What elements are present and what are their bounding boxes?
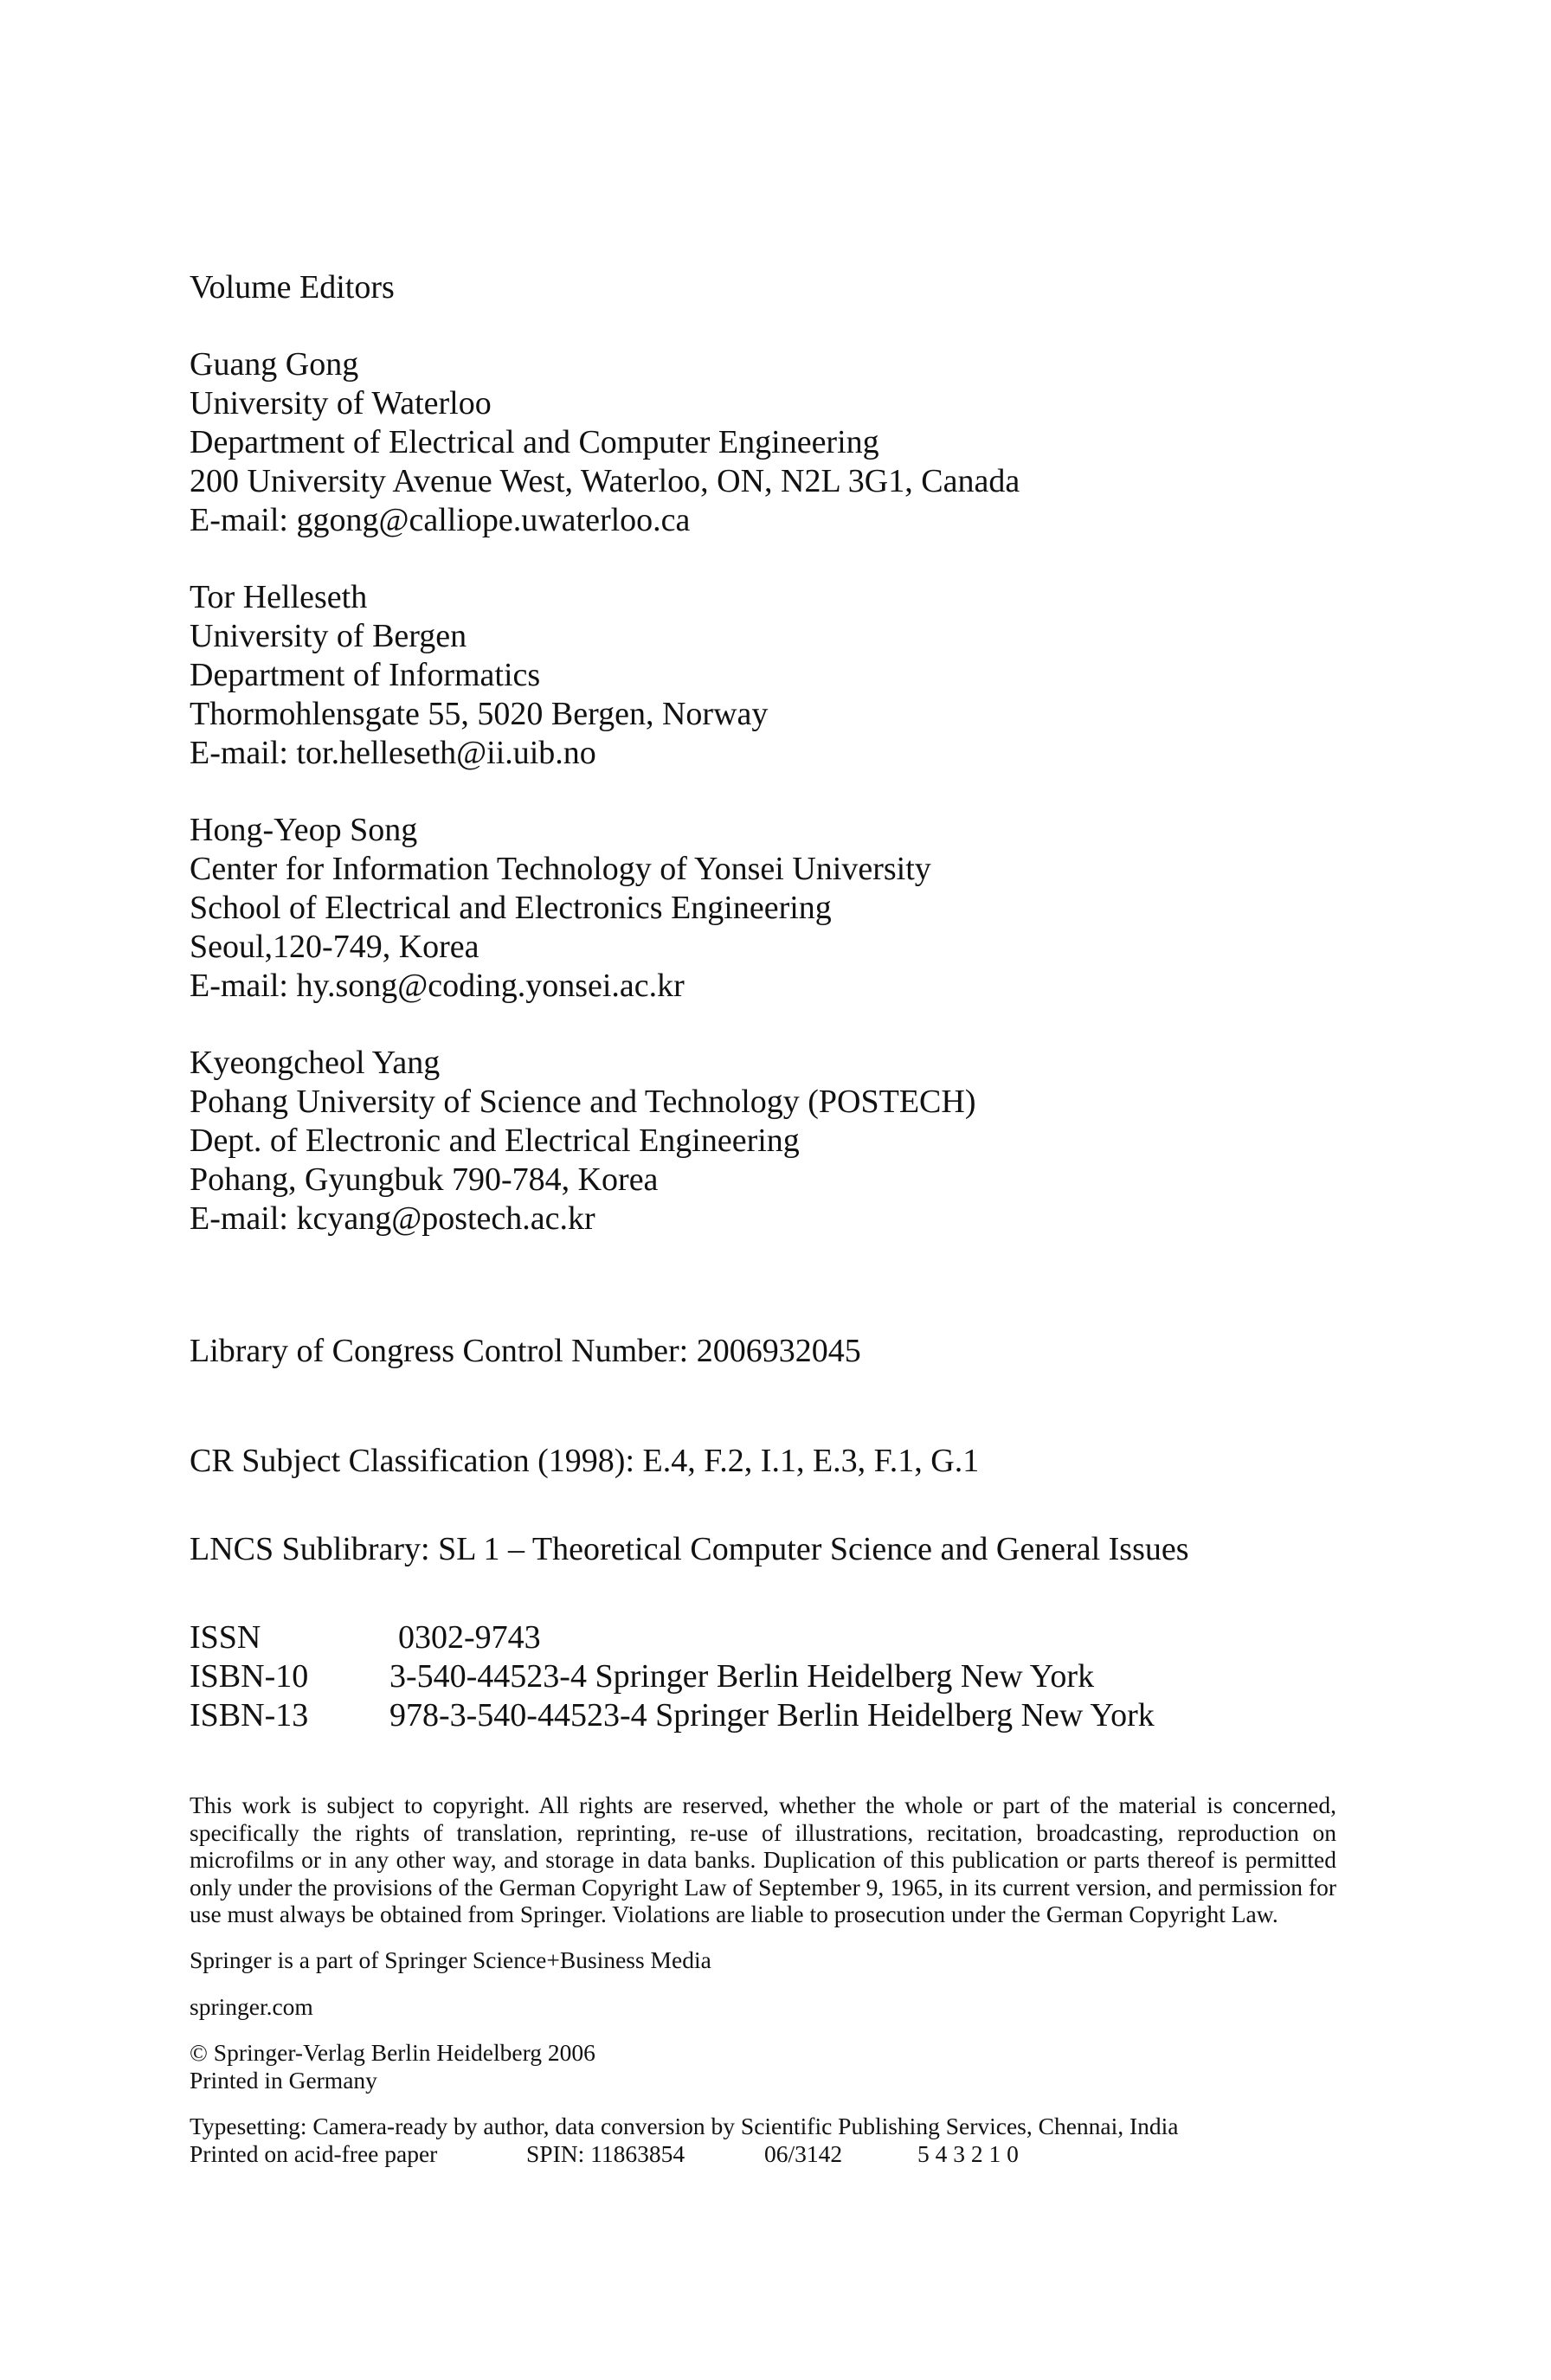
editor-block [190, 811, 1341, 1006]
copyright-line: © Springer-Verlag Berlin Heidelberg 2006 [190, 2039, 595, 2067]
editor-affiliation: University of Waterloo [190, 385, 492, 421]
volume-editors-heading: Volume Editors [190, 269, 395, 306]
editor-department: Department of Informatics [190, 657, 541, 693]
issn-label: ISSN [190, 1619, 261, 1656]
print-info-row [190, 2140, 1341, 2168]
isbn10-label: ISBN-10 [190, 1658, 309, 1695]
issn-value: 0302-9743 [398, 1619, 541, 1656]
isbn10-value: 3-540-44523-4 Springer Berlin Heidelberg New York [389, 1658, 1095, 1695]
editor-email: E-mail: tor.helleseth@ii.uib.no [190, 735, 596, 771]
editor-department: Dept. of Electronic and Electrical Engineering [190, 1122, 800, 1159]
isbn13-label: ISBN-13 [190, 1697, 309, 1734]
lncs-sublibrary-line: LNCS Sublibrary: SL 1 – Theoretical Computer Science and General Issues [190, 1531, 1189, 1567]
copyright-notice: This work is subject to copyright. All rights are reserved, whether the whole or part of the material is concerned, specifically the rights of translation, reprinting, re-use of illustrations, recitation, broadcasting, reproduction on microfilms or in any other way, and storage in data banks. Duplication of this publication or parts thereof is permitted only under the provisions of the German Copyright Law of September 9, 1965, in its current version, and permission for use must always be obtained from Springer. Violations are liable to prosecution under the German Copyright Law. [190, 1791, 1336, 1928]
editor-name: Hong-Yeop Song [190, 812, 418, 848]
identifier-table [190, 1618, 1341, 1735]
print-code: 06/3142 [764, 2139, 843, 2167]
editor-name: Kyeongcheol Yang [190, 1045, 441, 1081]
editor-block [190, 345, 1341, 540]
editor-address: Seoul,120-749, Korea [190, 929, 479, 965]
editor-affiliation: University of Bergen [190, 618, 467, 654]
website-line: springer.com [190, 1992, 313, 2020]
paper-info: Printed on acid-free paper [190, 2139, 438, 2167]
editor-department: Department of Electrical and Computer Engineering [190, 424, 879, 460]
editor-email: E-mail: hy.song@coding.yonsei.ac.kr [190, 968, 685, 1004]
editor-block [190, 1044, 1341, 1238]
editor-name: Tor Helleseth [190, 579, 368, 615]
editor-address: Thormohlensgate 55, 5020 Bergen, Norway [190, 696, 769, 732]
lccn-line: Library of Congress Control Number: 2006932045 [190, 1333, 861, 1369]
editor-department: School of Electrical and Electronics Engineering [190, 890, 832, 926]
cr-subject-line: CR Subject Classification (1998): E.4, F.2, I.1, E.3, F.1, G.1 [190, 1443, 980, 1479]
editor-email: E-mail: kcyang@postech.ac.kr [190, 1200, 595, 1237]
printing-numbers: 5 4 3 2 1 0 [917, 2139, 1019, 2167]
copyright-page [190, 268, 1341, 2168]
editor-affiliation: Center for Information Technology of Yonsei University [190, 851, 931, 887]
typesetting-line: Typesetting: Camera-ready by author, data conversion by Scientific Publishing Services, Chennai, India [190, 2113, 1179, 2140]
editor-address: 200 University Avenue West, Waterloo, ON, N2L 3G1, Canada [190, 463, 1020, 499]
isbn13-row [190, 1696, 1341, 1735]
editor-affiliation: Pohang University of Science and Technology (POSTECH) [190, 1084, 976, 1120]
spin-number: SPIN: 11863854 [526, 2139, 685, 2167]
editor-address: Pohang, Gyungbuk 790-784, Korea [190, 1161, 659, 1198]
editor-email: E-mail: ggong@calliope.uwaterloo.ca [190, 502, 691, 538]
editor-block [190, 578, 1341, 773]
issn-row [190, 1618, 1341, 1657]
springer-part-line: Springer is a part of Springer Science+Business Media [190, 1946, 711, 1973]
isbn10-row [190, 1657, 1341, 1696]
editor-name: Guang Gong [190, 346, 359, 383]
isbn13-value: 978-3-540-44523-4 Springer Berlin Heidelberg New York [389, 1697, 1155, 1734]
printed-in-line: Printed in Germany [190, 2066, 377, 2094]
